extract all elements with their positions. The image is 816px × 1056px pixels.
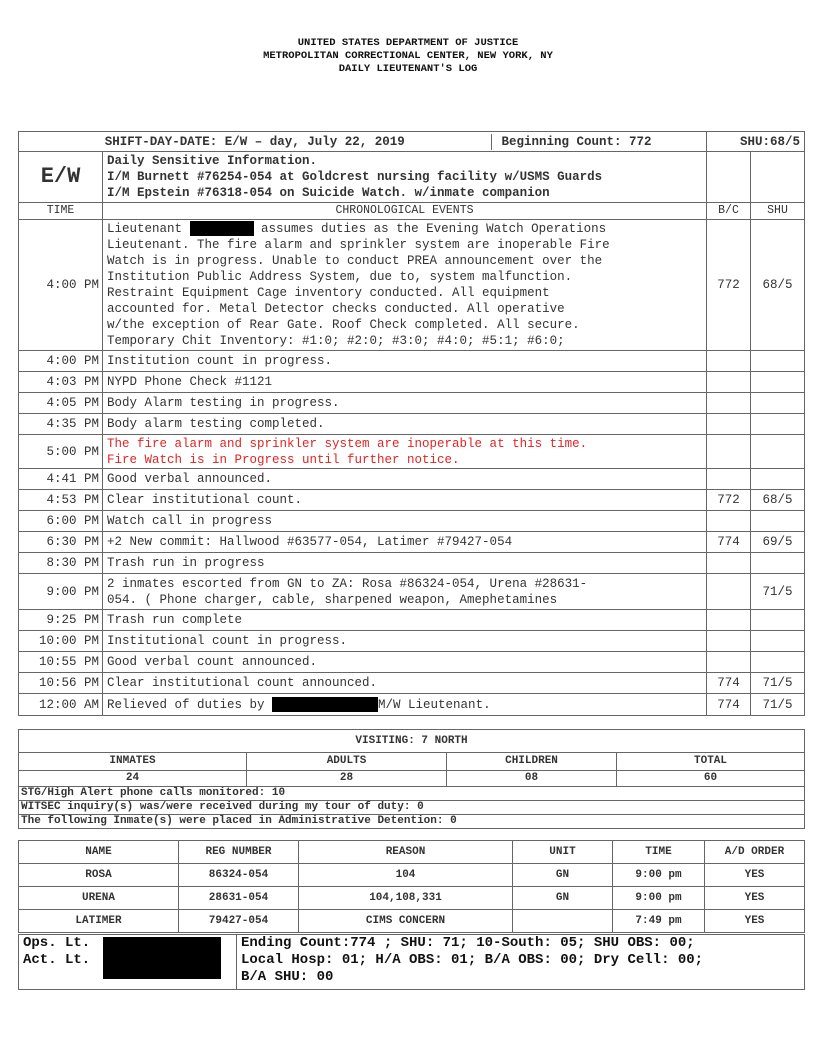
beginning-count: Beginning Count: 772 xyxy=(501,134,652,149)
log-entry xyxy=(19,553,805,574)
entry-time: 4:05 PM xyxy=(19,393,103,414)
admin-cell: CIMS CONCERN xyxy=(299,910,513,933)
log-entry xyxy=(19,631,805,652)
entry-shu xyxy=(751,553,805,574)
entry-bc xyxy=(707,414,751,435)
entry-event: Trash run complete xyxy=(103,610,707,631)
admin-col-header: A/D ORDER xyxy=(705,841,805,864)
entry-bc xyxy=(707,351,751,372)
entry-event: Clear institutional count. xyxy=(103,490,707,511)
entry-bc xyxy=(707,393,751,414)
log-entry xyxy=(19,610,805,631)
facility-line: METROPOLITAN CORRECTIONAL CENTER, NEW YORK, NY xyxy=(263,50,553,62)
admin-cell: YES xyxy=(705,864,805,887)
entry-shu: 71/5 xyxy=(751,673,805,694)
visiting-header-row: INMATES ADULTS CHILDREN TOTAL xyxy=(19,753,805,771)
footer-table xyxy=(18,934,805,990)
admin-cell: 28631-054 xyxy=(179,887,299,910)
admin-cell xyxy=(513,910,613,933)
entry-bc xyxy=(707,610,751,631)
visiting-table xyxy=(18,729,805,829)
act-lt-label: Act. Lt. xyxy=(23,952,91,968)
document-header xyxy=(0,37,816,76)
entry-event: Institution count in progress. xyxy=(103,351,707,372)
admin-cell: 86324-054 xyxy=(179,864,299,887)
admin-cell: 104 xyxy=(299,864,513,887)
entry-bc xyxy=(707,372,751,393)
entry-time: 4:35 PM xyxy=(19,414,103,435)
entry-shu xyxy=(751,414,805,435)
entry-time: 10:56 PM xyxy=(19,673,103,694)
entry-shu xyxy=(751,511,805,532)
entry-event: Institutional count in progress. xyxy=(103,631,707,652)
chronological-log-table xyxy=(18,131,805,716)
entry-time: 4:53 PM xyxy=(19,490,103,511)
log-entry xyxy=(19,673,805,694)
hospital-counts: Local Hosp: 01; H/A OBS: 01; B/A OBS: 00; Dry Cell: 00; xyxy=(241,952,704,968)
entry-time: 4:03 PM xyxy=(19,372,103,393)
admin-cell: LATIMER xyxy=(19,910,179,933)
table-row xyxy=(19,910,805,933)
stg-calls: STG/High Alert phone calls monitored: 10 xyxy=(19,787,805,801)
entry-shu xyxy=(751,652,805,673)
admin-cell: ROSA xyxy=(19,864,179,887)
witsec-inquiries: WITSEC inquiry(s) was/were received during my tour of duty: 0 xyxy=(19,801,805,815)
entry-time: 4:41 PM xyxy=(19,469,103,490)
admin-cell: 9:00 pm xyxy=(613,864,705,887)
redaction-box xyxy=(190,221,254,236)
col-time: TIME xyxy=(19,203,103,220)
admin-col-header: TIME xyxy=(613,841,705,864)
col-events: CHRONOLOGICAL EVENTS xyxy=(103,203,707,220)
sensitive-line: I/M Burnett #76254-054 at Goldcrest nursing facility w/USMS Guards xyxy=(107,170,603,184)
admin-detention-note: The following Inmate(s) were placed in Administrative Detention: 0 xyxy=(19,815,805,829)
ops-lt-label: Ops. Lt. xyxy=(23,935,91,951)
admin-cell: YES xyxy=(705,887,805,910)
ending-count: Ending Count:774 ; SHU: 71; 10-South: 05; SHU OBS: 00; xyxy=(241,935,695,951)
shift-day-date: SHIFT-DAY-DATE: E/W – day, July 22, 2019 xyxy=(19,134,491,150)
sensitive-title: Daily Sensitive Information. xyxy=(107,154,318,168)
admin-cell: URENA xyxy=(19,887,179,910)
sensitive-info-row xyxy=(19,152,805,203)
entry-time: 6:00 PM xyxy=(19,511,103,532)
visiting-values-row: 24 28 08 60 xyxy=(19,771,805,787)
entry-event: Clear institutional count announced. xyxy=(103,673,707,694)
entry-bc xyxy=(707,553,751,574)
column-header-row xyxy=(19,203,805,220)
admin-cell: 9:00 pm xyxy=(613,887,705,910)
ba-shu: B/A SHU: 00 xyxy=(241,969,334,985)
entry-bc xyxy=(707,652,751,673)
log-entry: 9:00 PM 2 inmates escorted from GN to ZA: Rosa #86324-054, Urena #28631- 054. ( Phone charger, cable, sharpened weapon, Amephetamines 71/5 xyxy=(19,574,805,610)
log-entry xyxy=(19,652,805,673)
admin-cell: GN xyxy=(513,864,613,887)
entry-event: +2 New commit: Hallwood #63577-054, Latimer #79427-054 xyxy=(103,532,707,553)
sensitive-line: I/M Epstein #76318-054 on Suicide Watch. w/inmate companion xyxy=(107,186,550,200)
entry-event: Trash run in progress xyxy=(103,553,707,574)
redaction-box xyxy=(272,697,378,712)
entry-shu xyxy=(751,393,805,414)
entry-bc xyxy=(707,631,751,652)
log-title: DAILY LIEUTENANT'S LOG xyxy=(338,63,478,75)
admin-cell: GN xyxy=(513,887,613,910)
entry-shu xyxy=(751,469,805,490)
entry-bc xyxy=(707,469,751,490)
log-entry xyxy=(19,490,805,511)
log-entry xyxy=(19,414,805,435)
admin-header-row xyxy=(19,841,805,864)
log-entry: 12:00 AM Relieved of duties by M/W Lieutenant. 774 71/5 xyxy=(19,694,805,716)
entry-time: 10:00 PM xyxy=(19,631,103,652)
entry-bc: 772 xyxy=(707,490,751,511)
entry-shu xyxy=(751,631,805,652)
entry-time: 9:25 PM xyxy=(19,610,103,631)
entry-shu: 68/5 xyxy=(751,490,805,511)
entry-event: NYPD Phone Check #1121 xyxy=(103,372,707,393)
summary-row xyxy=(19,132,805,152)
entry-bc xyxy=(707,511,751,532)
entry-shu xyxy=(751,610,805,631)
entry-time: 6:30 PM xyxy=(19,532,103,553)
entry-bc: 774 xyxy=(707,673,751,694)
watch-label: E/W xyxy=(19,152,103,203)
redaction-box xyxy=(103,937,221,979)
admin-detention-table xyxy=(18,840,805,933)
log-entry xyxy=(19,393,805,414)
entry-time: 10:55 PM xyxy=(19,652,103,673)
admin-col-header: REASON xyxy=(299,841,513,864)
entry-shu xyxy=(751,372,805,393)
entry-event: Body alarm testing completed. xyxy=(103,414,707,435)
log-entry xyxy=(19,469,805,490)
table-row xyxy=(19,887,805,910)
entry-shu: 69/5 xyxy=(751,532,805,553)
admin-cell: 7:49 pm xyxy=(613,910,705,933)
entry-event: Body Alarm testing in progress. xyxy=(103,393,707,414)
admin-cell: 104,108,331 xyxy=(299,887,513,910)
entry-event: Good verbal announced. xyxy=(103,469,707,490)
shu-total: SHU:68/5 xyxy=(707,132,805,152)
entry-time: 4:00 PM xyxy=(19,351,103,372)
admin-col-header: NAME xyxy=(19,841,179,864)
admin-cell: YES xyxy=(705,910,805,933)
admin-cell: 79427-054 xyxy=(179,910,299,933)
entry-event: Good verbal count announced. xyxy=(103,652,707,673)
log-entry: 4:00 PM Lieutenant assumes duties as the Evening Watch Operations Lieutenant. The fire alarm and sprinkler system are inoperable Fire Watch is in progress. Unable to conduct PREA announcement over the Institution Public Address System, due to, system malfunction. Restraint Equipment Cage inventory conducted. All equipment accounted for. Metal Detector checks conducted. All operative w/the exception of Rear Gate. Roof Check completed. All secure. Temporary Chit Inventory: #1:0; #2:0; #3:0; #4:0; #5:1; #6:0; 772 68/5 xyxy=(19,220,805,351)
entry-time: 8:30 PM xyxy=(19,553,103,574)
entry-event: Watch call in progress xyxy=(103,511,707,532)
visiting-title: VISITING: 7 NORTH xyxy=(19,730,805,753)
log-entry-alert: 5:00 PM The fire alarm and sprinkler system are inoperable at this time. Fire Watch is in Progress until further notice. xyxy=(19,435,805,469)
admin-col-header: REG NUMBER xyxy=(179,841,299,864)
col-bc: B/C xyxy=(707,203,751,220)
agency-line: UNITED STATES DEPARTMENT OF JUSTICE xyxy=(297,37,519,49)
entry-shu xyxy=(751,351,805,372)
log-entry xyxy=(19,372,805,393)
log-entry xyxy=(19,511,805,532)
table-row xyxy=(19,864,805,887)
entry-bc: 774 xyxy=(707,532,751,553)
log-entry xyxy=(19,532,805,553)
col-shu: SHU xyxy=(751,203,805,220)
admin-col-header: UNIT xyxy=(513,841,613,864)
log-entry xyxy=(19,351,805,372)
